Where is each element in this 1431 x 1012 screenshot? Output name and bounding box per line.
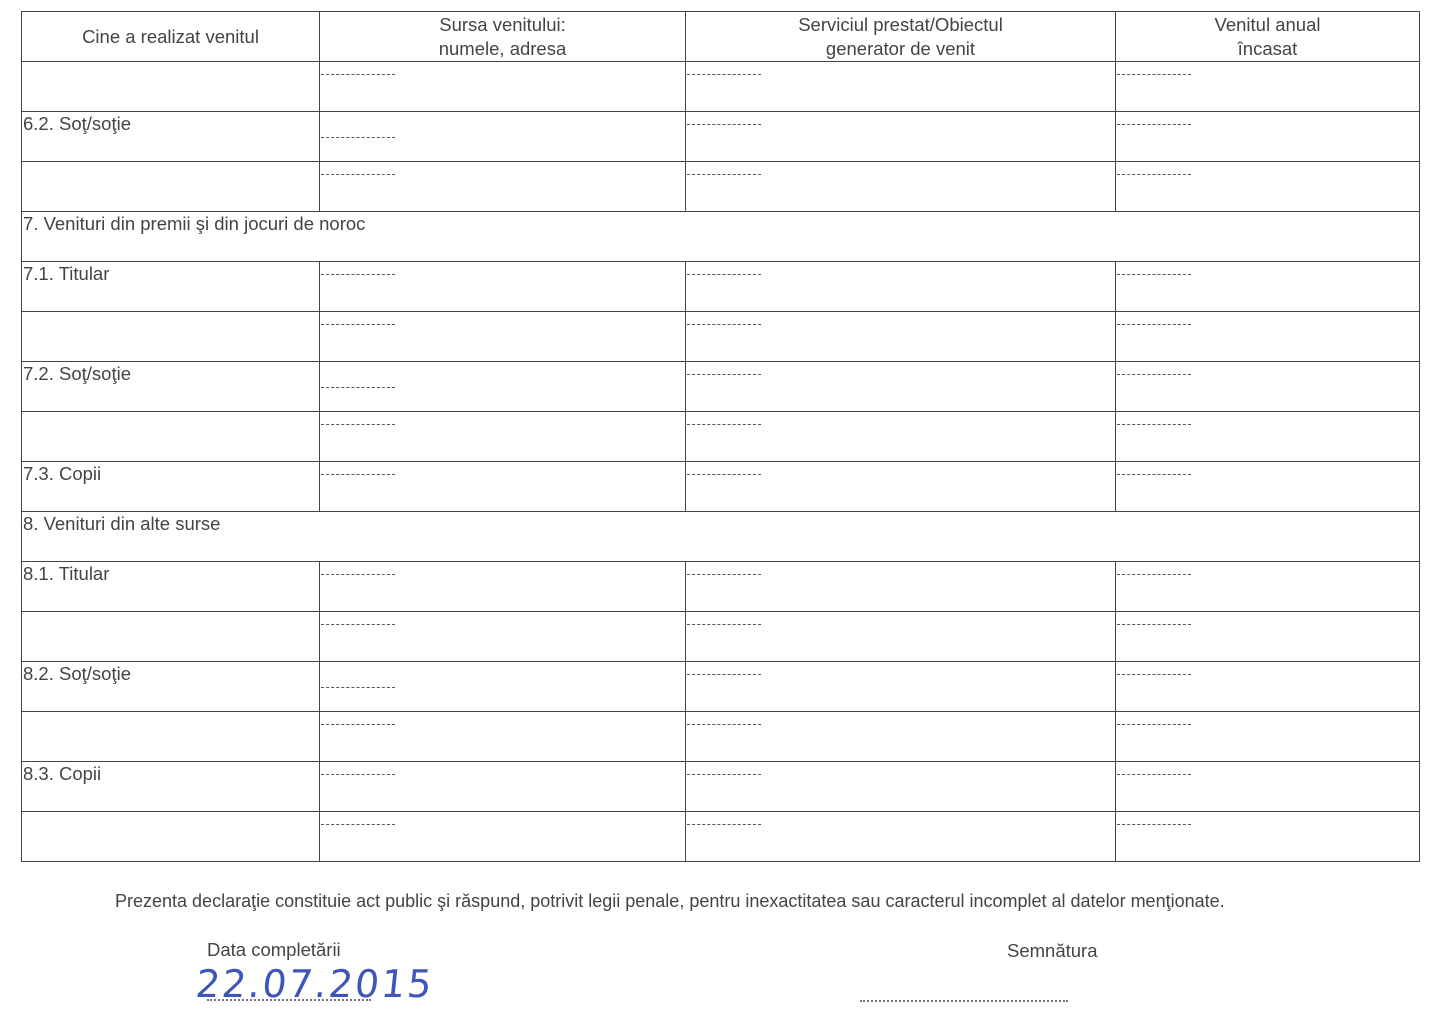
blank-dash <box>687 624 761 625</box>
date-dotted-line <box>207 999 371 1001</box>
row-label: 7.1. Titular <box>23 263 110 284</box>
header-income: Venitul anual încasat <box>1116 12 1420 62</box>
income-table <box>21 11 1420 862</box>
blank-dash <box>1117 74 1191 75</box>
date-label: Data completării <box>207 939 341 960</box>
blank-dash <box>1117 474 1191 475</box>
blank-dash <box>687 824 761 825</box>
declaration-statement: Prezenta declaraţie constituie act public şi răspund, potrivit legii penale, pentru inexactitatea sau caracterul incomplet al datelor menţionate. <box>115 891 1225 911</box>
blank-dash <box>687 424 761 425</box>
section-row <box>22 212 1420 262</box>
table-row <box>22 462 1420 512</box>
signature-label: Semnătura <box>1007 940 1098 961</box>
table-row <box>22 312 1420 362</box>
section-title: 7. Venituri din premii şi din jocuri de noroc <box>23 213 366 234</box>
blank-dash <box>321 774 395 775</box>
row-label: 8.3. Copii <box>23 763 102 784</box>
blank-dash <box>687 274 761 275</box>
table-row <box>22 162 1420 212</box>
blank-dash <box>1117 624 1191 625</box>
blank-dash <box>321 324 395 325</box>
table-row <box>22 362 1420 412</box>
table-row <box>22 712 1420 762</box>
blank-dash <box>321 687 395 688</box>
blank-dash <box>321 824 395 825</box>
table-row <box>22 612 1420 662</box>
table-row <box>22 262 1420 312</box>
blank-dash <box>687 124 761 125</box>
blank-dash <box>1117 324 1191 325</box>
blank-dash <box>321 724 395 725</box>
section-title: 8. Venituri din alte surse <box>23 513 221 534</box>
blank-dash <box>1117 374 1191 375</box>
table-header-row <box>22 12 1420 62</box>
header-service: Serviciul prestat/Obiectul generator de venit <box>686 12 1116 62</box>
table-row <box>22 62 1420 112</box>
blank-dash <box>687 74 761 75</box>
blank-dash <box>687 324 761 325</box>
table-row <box>22 662 1420 712</box>
row-label: 7.3. Copii <box>23 463 102 484</box>
table-row <box>22 562 1420 612</box>
table-row <box>22 812 1420 862</box>
blank-dash <box>321 424 395 425</box>
blank-dash <box>321 74 395 75</box>
blank-dash <box>321 274 395 275</box>
header-who: Cine a realizat venitul <box>22 12 320 62</box>
blank-dash <box>321 174 395 175</box>
blank-dash <box>1117 824 1191 825</box>
blank-dash <box>1117 274 1191 275</box>
blank-dash <box>321 574 395 575</box>
header-source: Sursa venitului: numele, adresa <box>320 12 686 62</box>
blank-dash <box>687 374 761 375</box>
blank-dash <box>687 174 761 175</box>
row-label: 7.2. Soţ/soţie <box>23 363 131 384</box>
blank-dash <box>1117 774 1191 775</box>
table-row <box>22 412 1420 462</box>
table-row <box>22 112 1420 162</box>
blank-dash <box>1117 424 1191 425</box>
blank-dash <box>687 774 761 775</box>
section-row <box>22 512 1420 562</box>
table-row <box>22 762 1420 812</box>
blank-dash <box>321 624 395 625</box>
row-label: 8.1. Titular <box>23 563 110 584</box>
blank-dash <box>321 387 395 388</box>
blank-dash <box>1117 174 1191 175</box>
blank-dash <box>1117 724 1191 725</box>
blank-dash <box>1117 124 1191 125</box>
blank-dash <box>687 574 761 575</box>
blank-dash <box>321 137 395 138</box>
signature-dotted-line <box>860 1000 1068 1002</box>
blank-dash <box>687 474 761 475</box>
blank-dash <box>321 474 395 475</box>
handwritten-date: 22.07.2015 <box>193 962 436 1006</box>
row-label: 8.2. Soţ/soţie <box>23 663 131 684</box>
blank-dash <box>1117 574 1191 575</box>
blank-dash <box>687 674 761 675</box>
blank-dash <box>1117 674 1191 675</box>
row-label: 6.2. Soţ/soţie <box>23 113 131 134</box>
blank-dash <box>687 724 761 725</box>
